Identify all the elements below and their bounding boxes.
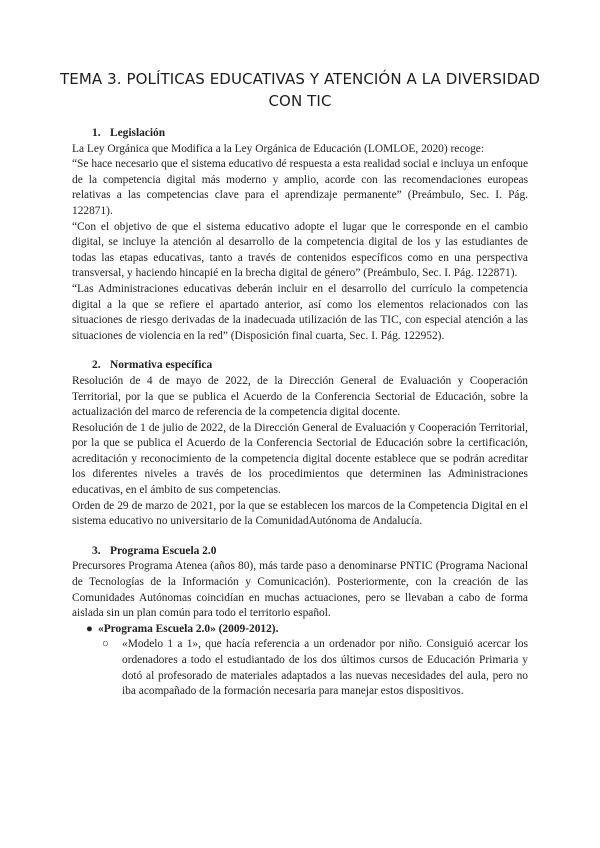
quote-paragraph: “Las Administraciones educativas deberán incluir en el desarrollo del currículo la competencia digital a la que se refiere el apartado anterior, así como los elementos relacionados con las situaciones de riesgo derivadas de la inadecuada utilización de las TIC, con especial atención a las situaciones de violencia en la red” (Disposición final cuarta, Sec. I. Pág. 122952).	[72, 282, 528, 342]
section-heading-escuela: 3. Programa Escuela 2.0	[92, 544, 217, 557]
quote-paragraph: “Con el objetivo de que el sistema educativo adopte el lugar que le corresponde en el cambio digital, se incluye la atención al desarrollo de la competencia digital de los y las estudiantes de todas las etapas educativas, tanto a través de contenidos específicos como en una perspectiva transversal, y haciendo hincapié en la brecha digital de género” (Preámbulo, Sec. I. Pág. 122871).	[72, 220, 528, 280]
bullet-icon: ●	[86, 622, 93, 635]
sub-list-item: ○ «Modelo 1 a 1», que hacía referencia a un ordenador por niño. Consiguió acercar los ordenadores a todo el estudiantado de los dos últimos cursos de Educación Primaria y dotó al profesorado de materiales adaptados a las nuevas necesidades del aula, pero no iba acompañado de la formación necesaria para manejar estos dispositivos.	[102, 638, 528, 698]
list-item: ● «Programa Escuela 2.0» (2009-2012).	[72, 622, 528, 638]
paragraph: Resolución de 4 de mayo de 2022, de la Dirección General de Evaluación y Cooperación Territorial, por la que se publica el Acuerdo de la Conferencia Sectorial de Educación, sobre la actualización del marco de referencia de la competencia digital docente.	[72, 374, 528, 419]
quote-paragraph: “Se hace necesario que el sistema educativo dé respuesta a esta realidad social e incluya un enfoque de la competencia digital más moderno y amplio, acorde con las recomendaciones europeas relativas a las competencias clave para el aprendizaje permanente” (Preámbulo, Sec. I. Pág. 122871).	[72, 158, 528, 217]
paragraph: Orden de 29 de marzo de 2021, por la que se establecen los marcos de la Competencia Digital en el sistema educativo no universitario de la ComunidadAutónoma de Andalucía.	[72, 499, 528, 528]
section-heading-normativa: 2. Normativa específica	[92, 359, 213, 372]
document-body	[72, 126, 528, 700]
paragraph: La Ley Orgánica que Modifica a la Ley Orgánica de Educación (LOMLOE, 2020) recoge:	[72, 142, 485, 155]
circle-bullet-icon: ○	[102, 638, 109, 651]
section-heading-legislacion: 1. Legislación	[92, 127, 166, 139]
page-title: TEMA 3. POLÍTICAS EDUCATIVAS Y ATENCIÓN A LA DIVERSIDAD CON TIC	[60, 70, 540, 110]
paragraph: Resolución de 1 de julio de 2022, de la Dirección General de Evaluación y Cooperación Territorial, por la que se publica el Acuerdo de la Conferencia Sectorial de Educación sobre la certificación, acreditación y reconocimiento de la competencia digital docente establece que se podrán acreditar los diferentes niveles a través de los procedimientos que determinen las Administraciones educativas, en el ámbito de sus competencias.	[72, 421, 528, 497]
paragraph: Precursores Programa Atenea (años 80), más tarde paso a denominarse PNTIC (Programa Nacional de Tecnologías de la Información y Comunicación). Posteriormente, con la creación de las Comunidades Autónomas coincidían en muchas actuaciones, pero se llevaban a cabo de forma aislada sin un plan común para todo el territorio español.	[72, 560, 528, 620]
